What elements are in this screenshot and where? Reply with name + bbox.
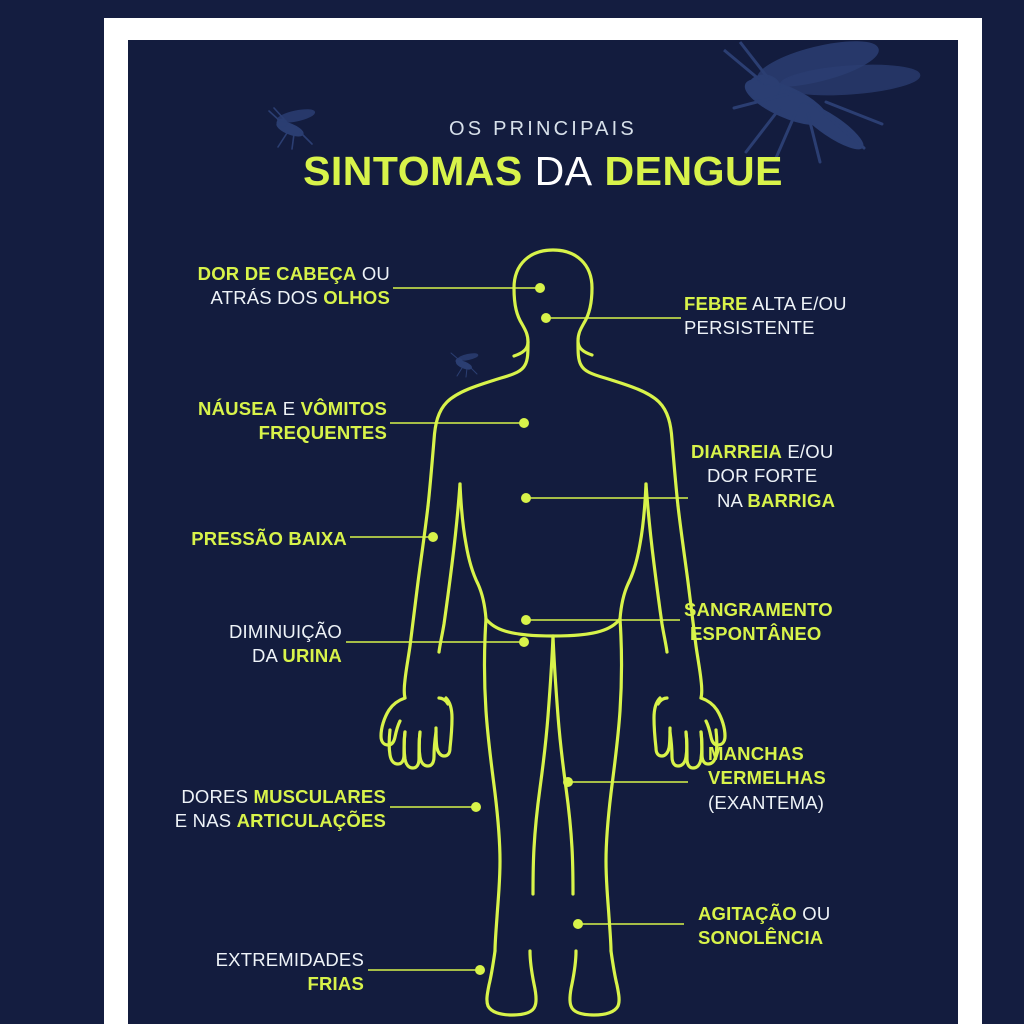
title-part2: DA [534,148,593,194]
symptom-label-pressao-baixa: PRESSÃO BAIXA [191,528,347,549]
poster-card [128,40,958,1024]
symptom-label-diarreia: DIARREIA E/OU DOR FORTE NA BARRIGA [691,441,836,511]
symptom-label-nausea-vomitos: NÁUSEA E VÔMITOS FREQUENTES [198,398,387,444]
poster-kicker: OS PRINCIPAIS [449,118,637,140]
symptom-label-extremidades-frias: EXTREMIDADES FRIAS [215,949,364,995]
symptom-label-diminuicao-urina: DIMINUIÇÃO DA URINA [229,621,342,667]
title-part1: SINTOMAS [303,148,523,194]
symptom-label-agitacao-sonolencia: AGITAÇÃO OU SONOLÊNCIA [698,903,831,949]
symptom-label-dor-de-cabeca: DOR DE CABEÇA OU ATRÁS DOS OLHOS [197,263,390,309]
title-part3: DENGUE [604,148,783,194]
symptom-label-manchas-vermelhas: MANCHAS VERMELHAS (EXANTEMA) [708,743,826,813]
symptom-label-febre-alta: FEBRE ALTA E/OU PERSISTENTE [684,293,847,339]
connector-dots [428,283,583,975]
symptom-label-sangramento: SANGRAMENTO ESPONTÂNEO [684,599,833,645]
symptom-label-dores-musculares: DORES MUSCULARES E NAS ARTICULAÇÕES [174,786,386,832]
